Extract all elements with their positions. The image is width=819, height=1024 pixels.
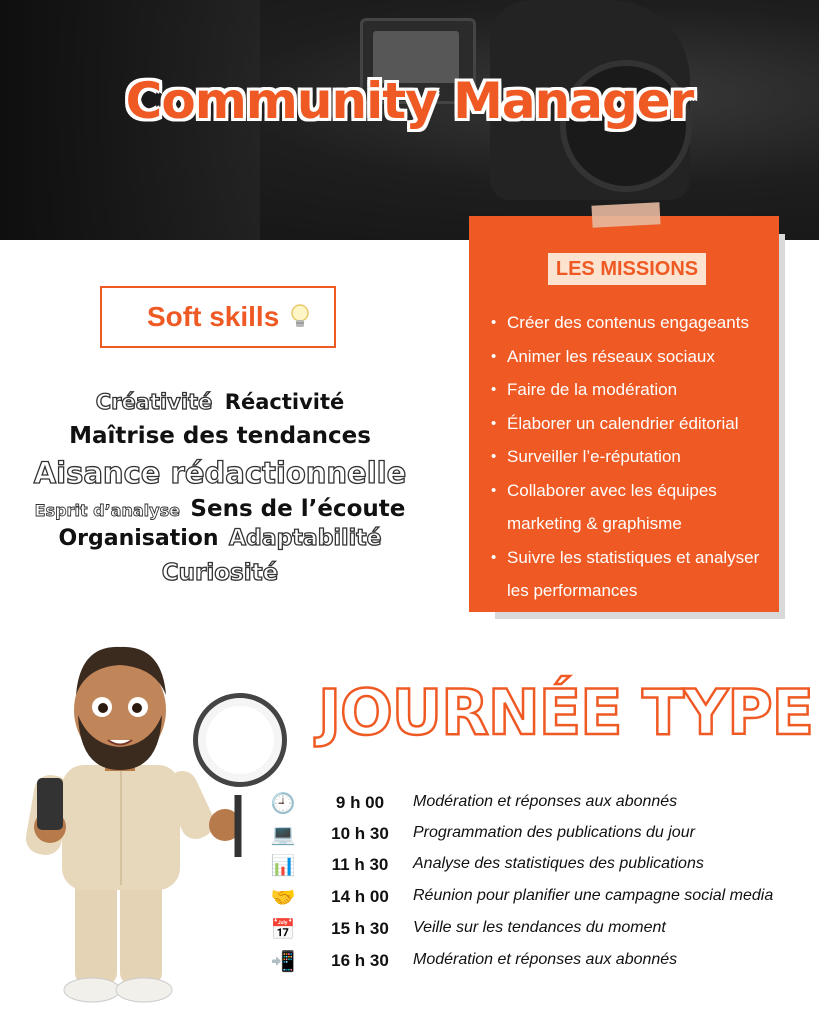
schedule-row	[270, 916, 810, 944]
skill-word: Créativité	[95, 390, 213, 414]
schedule-row	[270, 821, 810, 849]
schedule-time: 14 h 00	[331, 887, 389, 906]
skill-word: Maîtrise des tendances	[69, 423, 371, 449]
page-title: Community Manager	[125, 72, 694, 130]
skills-line-3	[20, 456, 420, 490]
skills-line-4	[20, 496, 420, 522]
schedule-activity: Modération et réponses aux abonnés	[413, 951, 678, 968]
schedule-time: 9 h 00	[335, 793, 385, 812]
schedule-row	[270, 884, 810, 912]
list-item: • Collaborer avec les équipes marketing & graphisme	[491, 474, 781, 541]
skill-word: Organisation	[58, 526, 219, 551]
schedule-activity: Réunion pour planifier une campagne social media	[413, 887, 774, 904]
bar-chart-icon: 📊	[270, 855, 296, 877]
skills-line-5	[20, 526, 420, 551]
list-item: • Suivre les statistiques et analyser les performances	[491, 541, 781, 608]
schedule-activity: Modération et réponses aux abonnés	[413, 793, 678, 810]
missions-list	[491, 306, 781, 608]
schedule-activity: Programmation des publications du jour	[413, 824, 695, 841]
handshake-icon: 🤝	[270, 887, 296, 909]
schedule-time: 15 h 30	[331, 919, 389, 938]
skill-word: Aisance rédactionnelle	[33, 456, 407, 490]
schedule-row	[270, 948, 810, 976]
skills-line-1	[20, 390, 420, 414]
schedule-row	[270, 790, 810, 818]
missions-title: LES MISSIONS	[548, 253, 706, 285]
list-item: • Surveiller l’e-réputation	[491, 440, 781, 474]
skills-line-6	[20, 560, 420, 586]
schedule-row	[270, 852, 810, 880]
schedule-time: 11 h 30	[331, 855, 389, 874]
mobile-phone-icon: 📲	[270, 951, 296, 973]
list-item: • Élaborer un calendrier éditorial	[491, 407, 781, 441]
schedule-activity: Analyse des statistiques des publications	[413, 855, 704, 872]
skill-word: Esprit d’analyse	[34, 501, 180, 520]
skill-word: Adaptabilité	[229, 526, 382, 551]
journee-type-title: JOURNÉE TYPE	[318, 676, 814, 749]
schedule-activity: Veille sur les tendances du moment	[413, 919, 666, 936]
skills-line-2	[20, 423, 420, 449]
clock-icon: 🕘	[270, 793, 296, 815]
calendar-icon: 📅	[270, 919, 296, 941]
soft-skills-label: Soft skills	[147, 301, 280, 332]
soft-skills-box	[100, 286, 336, 348]
schedule-time: 10 h 30	[331, 824, 389, 843]
list-item: • Faire de la modération	[491, 373, 781, 407]
lightbulb-icon	[290, 304, 310, 330]
skill-word: Curiosité	[161, 560, 279, 586]
laptop-icon: 💻	[270, 824, 296, 846]
community-manager-illustration	[20, 635, 300, 1015]
skill-word: Sens de l’écoute	[190, 496, 406, 522]
list-item: • Animer les réseaux sociaux	[491, 340, 781, 374]
schedule-time: 16 h 30	[331, 951, 389, 970]
list-item: • Créer des contenus engageants	[491, 306, 781, 340]
skill-word: Réactivité	[224, 390, 345, 414]
tape-decoration	[591, 202, 660, 228]
